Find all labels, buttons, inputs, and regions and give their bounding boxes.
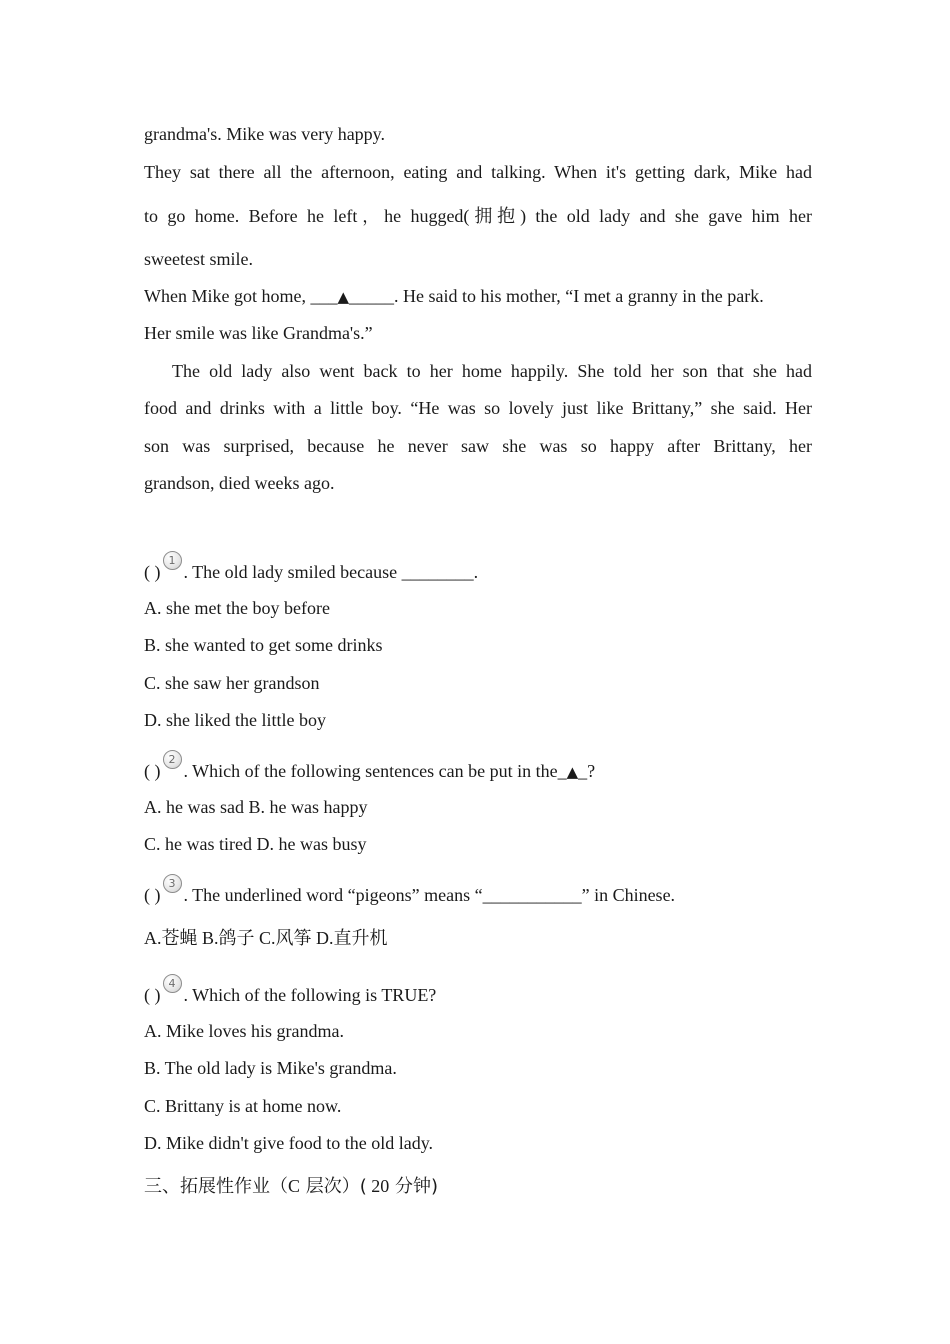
- option-text: C. he was tired D. he was busy: [144, 834, 367, 854]
- passage-line: [144, 471, 812, 495]
- answer-paren[interactable]: ( ): [144, 761, 161, 781]
- question-3-options: [144, 926, 812, 951]
- question-1-option-b: [144, 633, 812, 657]
- passage-line: [172, 359, 812, 383]
- passage-text: grandson, died weeks ago.: [144, 473, 335, 493]
- passage-line: [144, 204, 812, 229]
- blank-marker-icon: ▲: [337, 288, 350, 306]
- passage-line: [144, 122, 812, 146]
- answer-paren[interactable]: ( ): [144, 885, 161, 905]
- question-4-option-c: [144, 1094, 812, 1118]
- option-label: C.: [254, 928, 276, 948]
- passage-chinese-gloss: 拥抱: [469, 206, 521, 227]
- passage-text: he hugged(: [384, 206, 470, 226]
- option-label: D.: [311, 928, 334, 948]
- section-heading-level: C: [288, 1176, 301, 1196]
- passage-line: [144, 160, 812, 184]
- passage-text: to go home. Before he left: [144, 206, 358, 226]
- passage-line: [144, 247, 812, 271]
- passage-text: They sat there all the afternoon, eating and talking. When it's getting dark, Mike had: [144, 162, 812, 182]
- passage-text: son was surprised, because he never saw she was so happy after Brittany, her: [144, 436, 812, 456]
- question-1-stem: [144, 554, 812, 584]
- passage-line: [144, 434, 812, 458]
- passage-text: Her smile was like Grandma's.”: [144, 323, 373, 343]
- option-text: D. Mike didn't give food to the old lady.: [144, 1133, 434, 1153]
- passage-text: grandma's. Mike was very happy.: [144, 124, 386, 144]
- question-number-badge: 1: [163, 551, 182, 570]
- option-label: B.: [197, 928, 219, 948]
- option-text: B. The old lady is Mike's grandma.: [144, 1058, 397, 1078]
- question-4-option-b: [144, 1056, 812, 1080]
- section-heading-text: 三、拓展性作业（: [144, 1176, 288, 1197]
- answer-paren[interactable]: ( ): [144, 985, 161, 1005]
- question-3-stem: [144, 877, 812, 907]
- question-1-option-d: [144, 708, 812, 732]
- option-text: B. she wanted to get some drinks: [144, 635, 383, 655]
- option-label: A.: [144, 928, 162, 948]
- section-heading: [144, 1174, 438, 1199]
- option-text: A. Mike loves his grandma.: [144, 1021, 344, 1041]
- section-heading-minutes: 20: [366, 1176, 390, 1196]
- question-number-badge: 4: [163, 974, 182, 993]
- question-2-stem: [144, 753, 812, 784]
- question-4-option-a: [144, 1019, 812, 1043]
- blank-marker-icon: ▲: [566, 763, 579, 781]
- option-text: 苍蝇: [161, 928, 198, 949]
- option-text: D. she liked the little boy: [144, 710, 326, 730]
- option-text: C. she saw her grandson: [144, 673, 320, 693]
- passage-comma: ，: [357, 207, 385, 227]
- passage-text: _____. He said to his mother, “I met a granny in the park.: [349, 286, 764, 306]
- passage-text: food and drinks with a little boy. “He was so lovely just like Brittany,” she said. Her: [144, 398, 812, 418]
- passage-text: sweetest smile.: [144, 249, 253, 269]
- question-4-stem: [144, 977, 812, 1007]
- option-text: 风筝: [275, 928, 312, 949]
- question-4-option-d: [144, 1131, 812, 1155]
- section-heading-text: 分钟): [389, 1176, 439, 1197]
- question-number-badge: 2: [163, 750, 182, 769]
- option-text: 直升机: [333, 928, 388, 949]
- question-text: _?: [578, 761, 596, 781]
- passage-line: [144, 284, 814, 309]
- answer-paren[interactable]: ( ): [144, 562, 161, 582]
- option-text: A. he was sad B. he was happy: [144, 797, 368, 817]
- question-text: . The underlined word “pigeons” means “___________” in Chinese.: [183, 885, 676, 905]
- question-text: . Which of the following is TRUE?: [183, 985, 437, 1005]
- question-2-options-cd: [144, 832, 812, 856]
- passage-text: ) the old lady and she gave him her: [520, 206, 812, 226]
- passage-line: [144, 396, 812, 420]
- question-1-option-c: [144, 671, 812, 695]
- passage-text: When Mike got home, ___: [144, 286, 338, 306]
- option-text: 鸽子: [218, 928, 255, 949]
- question-2-options-ab: [144, 795, 812, 819]
- section-heading-text: 层次）(: [300, 1176, 367, 1197]
- passage-line: [144, 321, 812, 345]
- question-number-badge: 3: [163, 874, 182, 893]
- option-text: A. she met the boy before: [144, 598, 330, 618]
- question-1-option-a: [144, 596, 812, 620]
- passage-text: The old lady also went back to her home happily. She told her son that she had: [172, 361, 812, 381]
- option-text: C. Brittany is at home now.: [144, 1096, 342, 1116]
- question-text: . Which of the following sentences can be put in the_: [183, 761, 567, 781]
- question-text: . The old lady smiled because ________.: [183, 562, 479, 582]
